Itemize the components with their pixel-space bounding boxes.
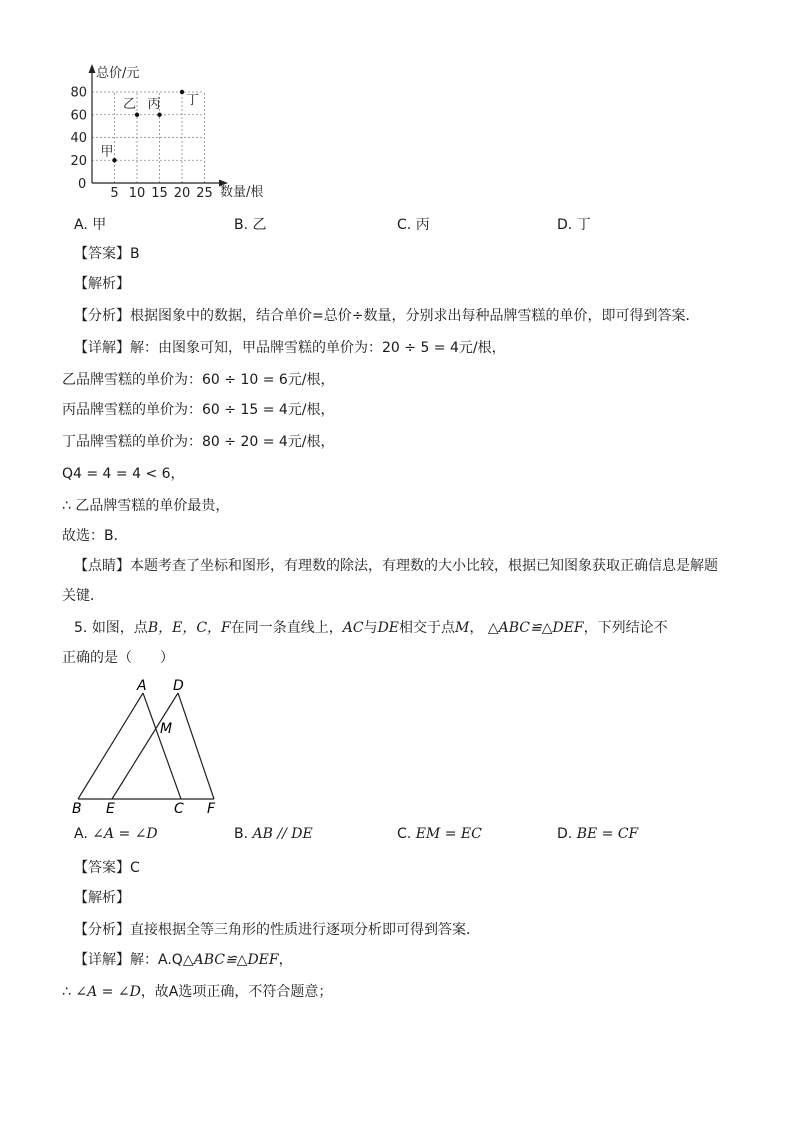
point-label: 甲	[100, 144, 114, 160]
q5-last-line: ∴ ∠A = ∠D，故A选项正确，不符合题意；	[62, 984, 333, 1000]
label-c: C	[174, 801, 184, 817]
q4-line-ding: 丁品牌雪糕的单价为：80 ÷ 20 = 4元/根，	[62, 434, 335, 450]
y-tick-label: 40	[70, 131, 87, 146]
q4-line-compare: Q4 = 4 = 4 < 6，	[62, 466, 185, 482]
q5-option-b: B. AB // DE	[234, 826, 313, 842]
q4-line-bing: 丙品牌雪糕的单价为：60 ÷ 15 = 4元/根，	[62, 402, 335, 418]
x-tick-label: 20	[173, 186, 191, 201]
q4-line-yi: 乙品牌雪糕的单价为：60 ÷ 10 = 6元/根，	[62, 372, 335, 388]
q4-option-a: A. 甲	[74, 217, 107, 233]
y-tick-label: 60	[70, 108, 87, 124]
q5-option-c: C. EM = EC	[397, 826, 482, 842]
q5-analysis-heading: 【解析】	[74, 890, 130, 906]
x-tick-label: 15	[151, 186, 168, 201]
label-e: E	[106, 801, 115, 817]
point-label: 乙	[123, 96, 137, 112]
q5-option-d: D. BE = CF	[557, 826, 639, 842]
label-f: F	[207, 801, 216, 817]
y-tick-label: 20	[70, 153, 87, 169]
x-tick-label: 5	[110, 186, 119, 201]
label-m: M	[160, 721, 173, 737]
q4-line-choose: 故选：B．	[62, 528, 128, 544]
x-tick-label: 25	[196, 186, 213, 201]
label-b: B	[72, 801, 82, 817]
triangles-figure	[66, 674, 230, 820]
origin-label: 0	[78, 177, 87, 192]
q4-option-d: D. 丁	[557, 217, 591, 233]
q4-line-conclude: ∴ 乙品牌雪糕的单价最贵，	[62, 498, 230, 514]
q5-fenxi: 【分析】直接根据全等三角形的性质进行逐项分析即可得到答案．	[74, 922, 480, 938]
q4-xiangjie: 【详解】解：由图象可知，甲品牌雪糕的单价为：20 ÷ 5 = 4元/根，	[74, 340, 506, 356]
data-point	[180, 90, 184, 94]
point-label: 丁	[186, 93, 200, 108]
q4-answer: 【答案】B	[74, 246, 140, 262]
y-tick-label: 80	[70, 85, 87, 101]
y-axis-label: 总价/元	[96, 66, 140, 81]
y-axis-arrow	[89, 64, 96, 73]
q4-analysis-heading: 【解析】	[74, 276, 130, 292]
segment-df	[178, 693, 214, 799]
q4-option-c: C. 丙	[397, 217, 430, 233]
q5-xiangjie: 【详解】解：A.Q△ABC≌△DEF，	[74, 952, 293, 968]
q4-option-b: B. 乙	[234, 217, 267, 233]
data-point	[157, 113, 161, 117]
q5-stem-cont: 正确的是（ ）	[62, 650, 174, 666]
q5-answer: 【答案】C	[74, 860, 140, 876]
label-a: A	[137, 678, 147, 694]
segment-ac	[143, 693, 181, 799]
q4-dianjing: 【点睛】本题考查了坐标和图形，有理数的除法，有理数的大小比较，根据已知图象获取正确信息是解题	[74, 558, 718, 574]
q4-fenxi: 【分析】根据图象中的数据，结合单价=总价÷数量，分别求出每种品牌雪糕的单价，即可得到答案．	[74, 308, 700, 324]
data-point	[135, 113, 139, 117]
segment-ab	[78, 693, 143, 799]
q5-stem: 5. 如图，点B，E，C，F在同一条直线上，AC与DE相交于点M， △ABC≌△DEF，下列结论不	[74, 620, 668, 636]
x-axis-label: 数量/根	[220, 185, 264, 200]
segment-de	[112, 693, 178, 799]
x-tick-label: 10	[128, 186, 146, 201]
point-label: 丙	[147, 96, 161, 112]
q4-dianjing-cont: 关键．	[62, 588, 104, 604]
price-quantity-chart	[60, 55, 290, 205]
label-d: D	[173, 678, 184, 694]
q5-option-a: A. ∠A = ∠D	[74, 826, 158, 842]
